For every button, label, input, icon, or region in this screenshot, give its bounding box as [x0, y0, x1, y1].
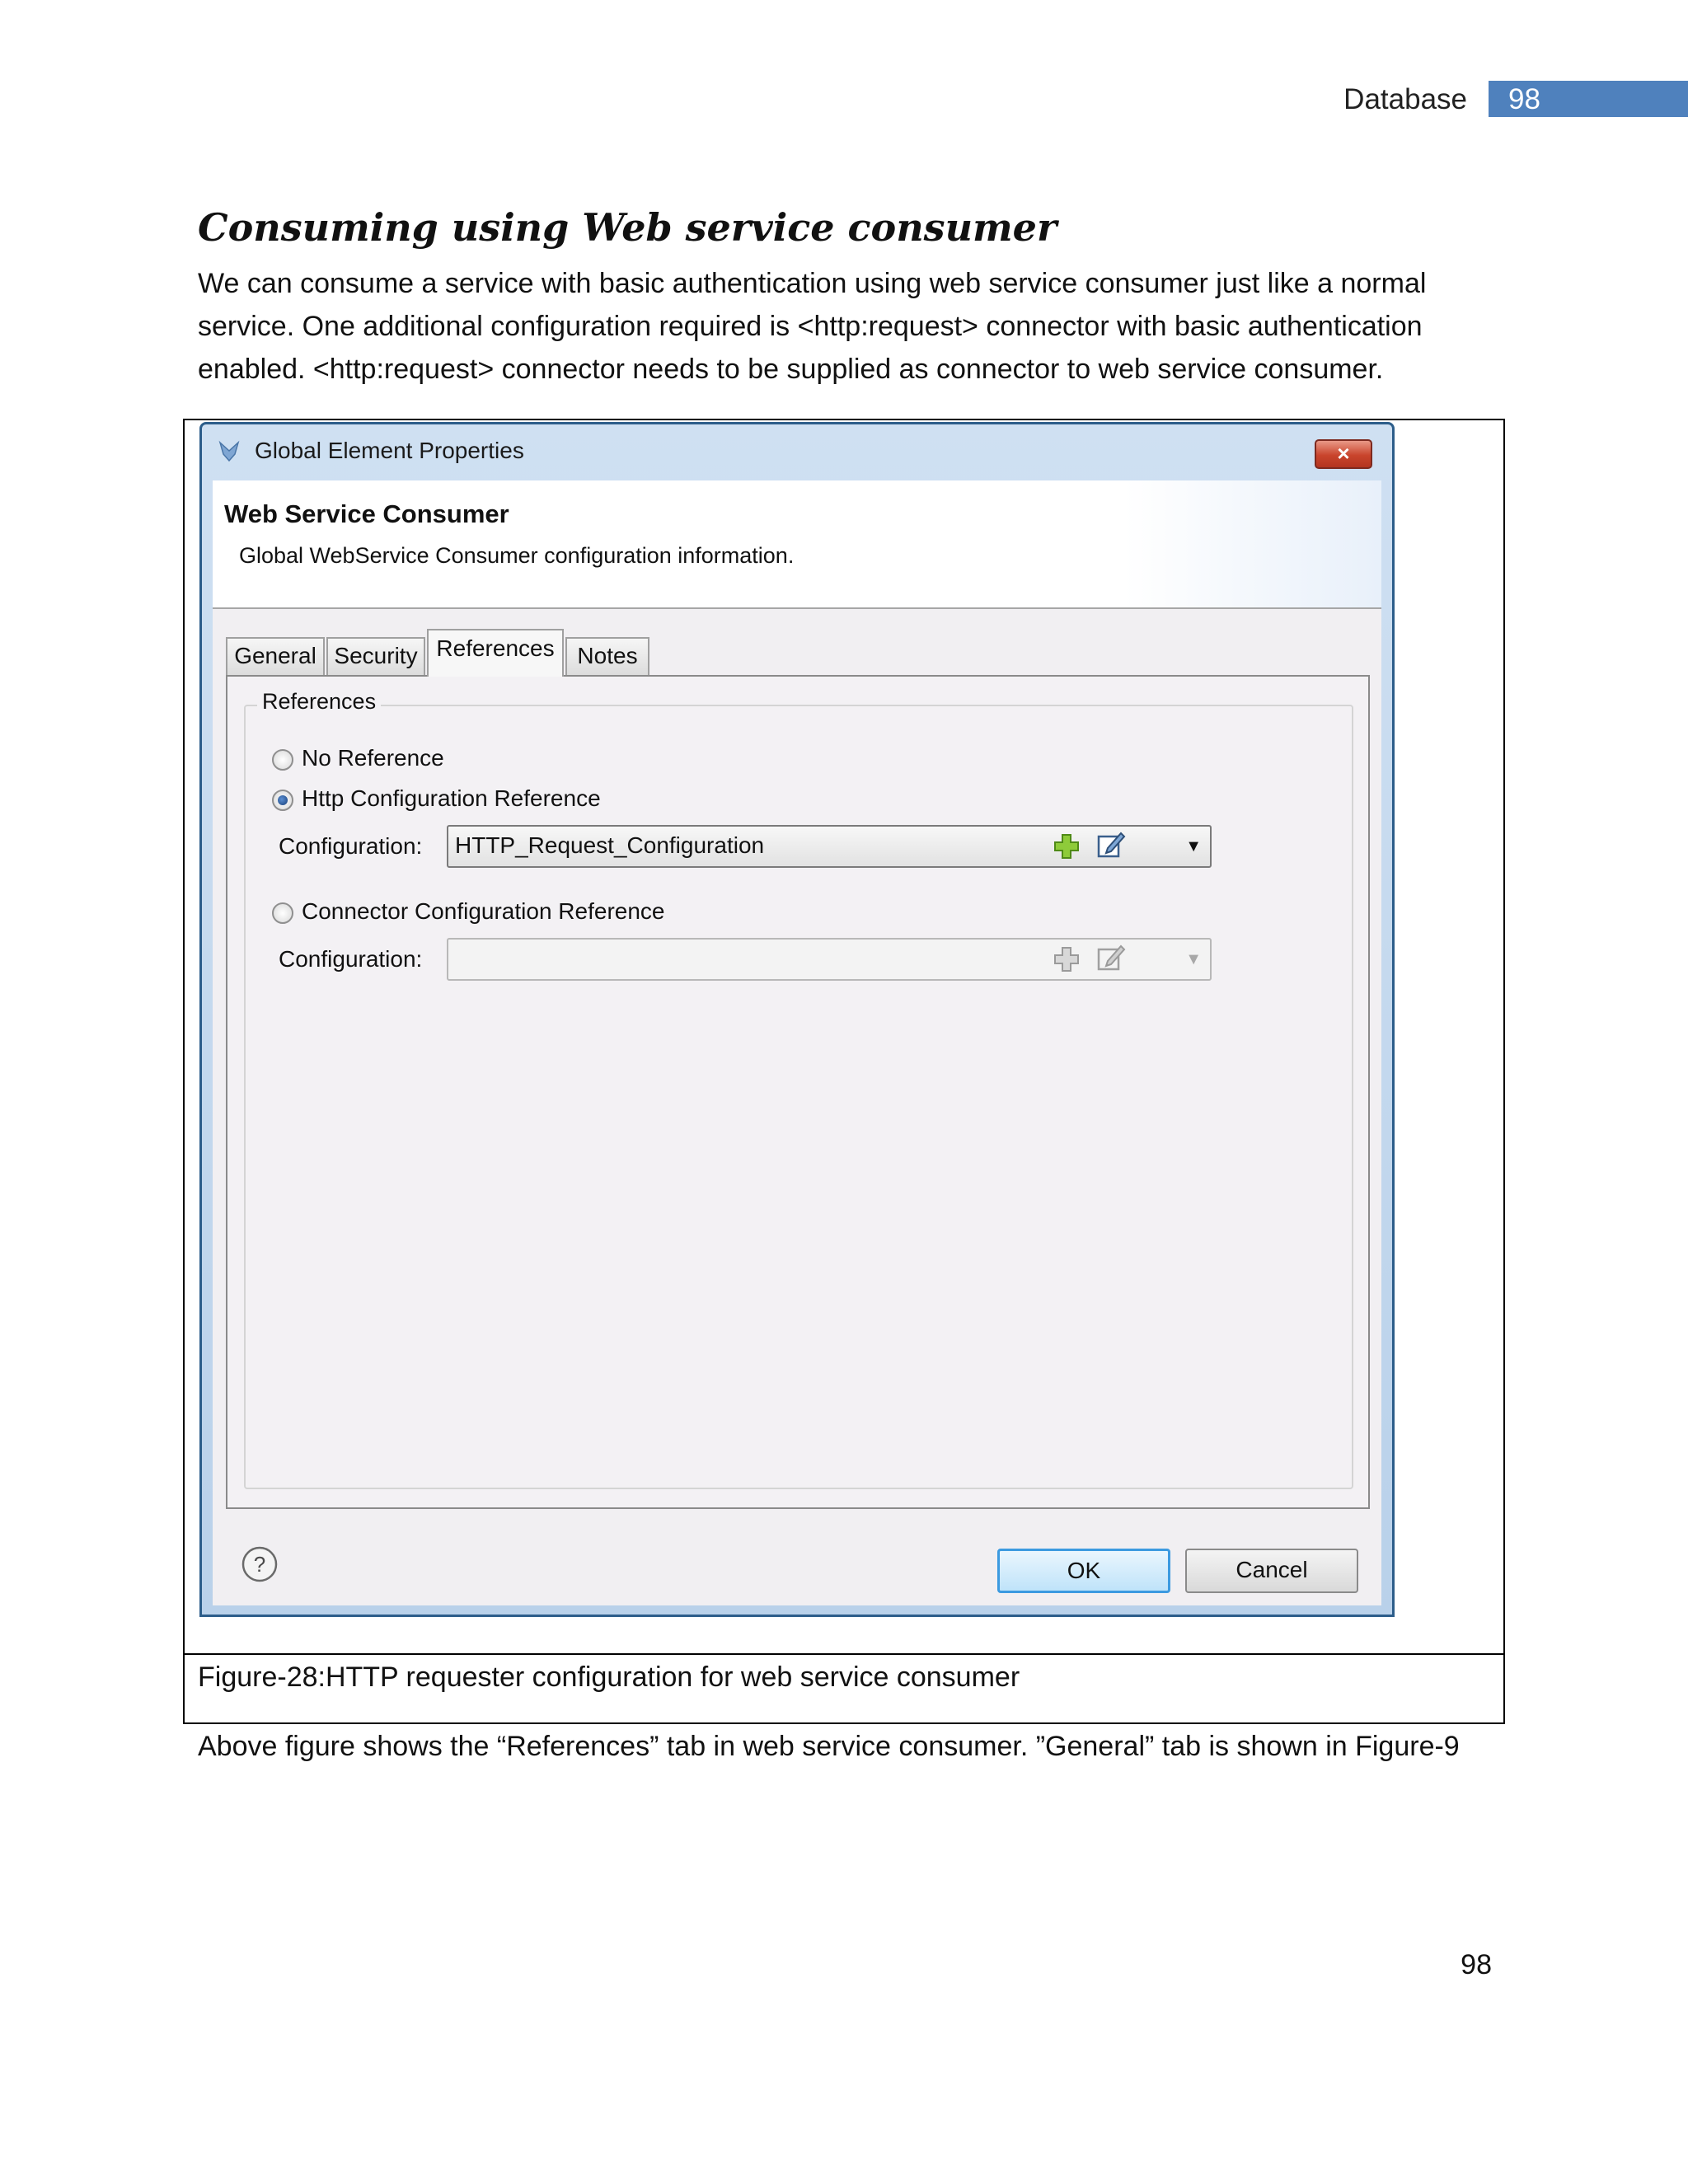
figure-caption: Figure-28:HTTP requester configuration for web service consumer: [198, 1661, 1020, 1693]
connector-reference-radio[interactable]: [272, 902, 293, 924]
paragraph-line: We can consume a service with basic authentication using web service consumer just like a normal: [198, 268, 1427, 299]
connector-reference-label[interactable]: Connector Configuration Reference: [302, 898, 665, 924]
dropdown-arrow-icon: ▼: [1185, 837, 1202, 855]
http-configuration-label: Configuration:: [279, 833, 423, 859]
ok-button[interactable]: OK: [997, 1549, 1170, 1593]
body-paragraph: [198, 262, 1533, 391]
edit-icon[interactable]: [1096, 830, 1126, 860]
cancel-button[interactable]: Cancel: [1185, 1549, 1358, 1593]
dialog-client-area: [213, 480, 1381, 1605]
no-reference-label[interactable]: No Reference: [302, 745, 444, 771]
tab-notes[interactable]: Notes: [565, 637, 649, 675]
no-reference-radio[interactable]: [272, 749, 293, 771]
references-group: [244, 705, 1353, 1489]
paragraph-line: enabled. <http:request> connector needs to be supplied as connector to web service consumer.: [198, 354, 1384, 385]
dropdown-arrow-icon: ▼: [1185, 950, 1202, 968]
tab-security[interactable]: Security: [326, 637, 425, 675]
running-header-page-number: 98: [1508, 83, 1540, 115]
add-icon-disabled[interactable]: [1052, 944, 1081, 974]
references-tab-panel: [226, 675, 1370, 1509]
page-number: 98: [1461, 1949, 1492, 1980]
http-configuration-value: HTTP_Request_Configuration: [455, 832, 765, 858]
group-legend: References: [257, 687, 381, 716]
http-reference-radio[interactable]: [272, 790, 293, 811]
tab-references[interactable]: References: [427, 629, 564, 677]
dialog-titlebar[interactable]: [202, 424, 1392, 480]
help-icon[interactable]: [241, 1545, 279, 1583]
http-reference-label[interactable]: Http Configuration Reference: [302, 785, 601, 811]
connector-configuration-label: Configuration:: [279, 946, 423, 972]
edit-icon-disabled[interactable]: [1096, 943, 1126, 972]
dialog-footer: [213, 1509, 1381, 1605]
add-icon[interactable]: [1052, 832, 1081, 861]
paragraph-line: service. One additional configuration required is <http:request> connector with basic authentication: [198, 311, 1423, 342]
tab-general[interactable]: General: [226, 637, 325, 675]
running-header-title: Database: [1343, 83, 1467, 115]
banner-title: Web Service Consumer: [224, 499, 509, 528]
after-figure-paragraph: Above figure shows the “References” tab in web service consumer. ”General” tab is shown in Figure-9: [198, 1731, 1460, 1762]
dialog-title: Global Element Properties: [255, 438, 524, 463]
dialog-banner: [213, 480, 1381, 609]
app-icon: [217, 439, 241, 464]
global-element-properties-dialog: [199, 422, 1395, 1617]
section-heading: Consuming using Web service consumer: [198, 205, 1057, 250]
banner-subtitle: Global WebService Consumer configuration information.: [239, 543, 795, 568]
help-glyph: ?: [253, 1552, 266, 1577]
close-button[interactable]: ×: [1315, 439, 1372, 469]
figure-separator: [183, 1653, 1505, 1655]
